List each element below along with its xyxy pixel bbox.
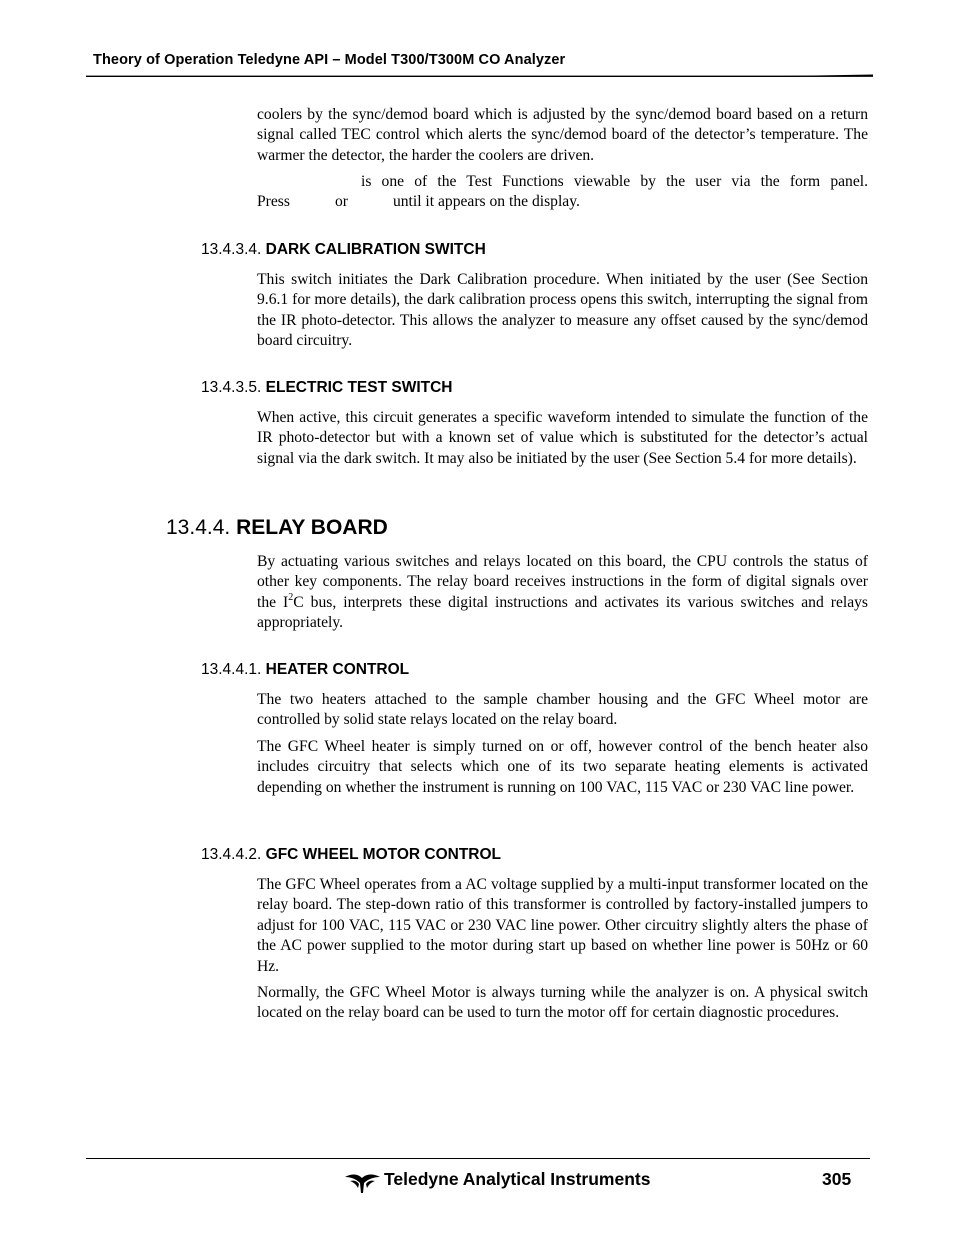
- until-text: until it appears on the display.: [392, 193, 580, 211]
- header-rule: [86, 74, 873, 77]
- paragraph: coolers by the sync/demod board which is adjusted by the sync/demod board based on a return signal called TEC control which alerts the sync/demod board of the detector’s temperature. The warmer the detector, the harder the coolers are driven.: [257, 106, 868, 164]
- electric-test-text: [257, 408, 868, 469]
- section-heading-heater-control: [201, 661, 409, 679]
- section-heading-gfc-wheel-motor-control: [201, 846, 501, 864]
- press-label: Press: [257, 193, 290, 211]
- continuation-text: [257, 105, 868, 166]
- page-number: 305: [822, 1169, 852, 1189]
- paragraph: The two heaters attached to the sample chamber housing and the GFC Wheel motor are controlled by solid state relays located on the relay board.: [257, 691, 868, 729]
- section-number: 13.4.4.: [166, 516, 231, 539]
- section-heading-electric-test-switch: [201, 379, 453, 397]
- heater-control-text-2: [257, 737, 868, 798]
- section-title: DARK CALIBRATION SWITCH: [265, 241, 486, 258]
- section-title: RELAY BOARD: [236, 516, 388, 539]
- section-number: 13.4.3.4.: [201, 241, 262, 258]
- paragraph: The GFC Wheel heater is simply turned on or off, however control of the bench heater also includes circuitry that selects which one of its two separate heating elements is activated depending on whether the instrument is running on 100 VAC, 115 VAC or 230 VAC line power.: [257, 738, 868, 796]
- or-label: or: [334, 193, 348, 211]
- paragraph: [257, 552, 868, 634]
- section-heading-relay-board: [166, 516, 388, 540]
- section-heading-dark-calibration-switch: [201, 241, 486, 259]
- section-number: 13.4.4.1.: [201, 661, 262, 678]
- section-title: HEATER CONTROL: [265, 661, 410, 678]
- paragraph: When active, this circuit generates a specific waveform intended to simulate the function of the IR photo-detector but with a known set of value which is substituted for the detector’s actual signal via the dark switch. It may also be initiated by the user (See Section 5.4 for more details).: [257, 409, 868, 467]
- superscript: 2: [288, 591, 294, 603]
- running-header-title: Theory of Operation Teledyne API – Model T300/T300M CO Analyzer: [93, 52, 566, 68]
- heater-control-text-1: [257, 690, 868, 731]
- gfc-motor-text-1: [257, 875, 868, 977]
- relay-board-text: [257, 552, 868, 634]
- dark-calibration-text: [257, 270, 868, 352]
- section-number: 13.4.3.5.: [201, 379, 262, 396]
- paragraph: The GFC Wheel operates from a AC voltage supplied by a multi-input transformer located on the relay board. The step-down ratio of this transformer is controlled by factory-installed jumpers to adjust for 100 VAC, 115 VAC or 230 VAC line power. Other circuitry slightly alters the phase of the AC power supplied to the motor during start up based on whether line power is 50Hz or 60 Hz.: [257, 876, 868, 975]
- section-title: ELECTRIC TEST SWITCH: [265, 379, 453, 396]
- paragraph-line-2: [257, 192, 868, 212]
- paragraph-line-1: is one of the Test Functions viewable by the user via the form panel.: [361, 173, 868, 190]
- text-part: By actuating various switches and relays located on this board, the CPU controls the status of other key components. The relay board receives instructions in the form of digital signals over the I: [257, 553, 868, 611]
- teledyne-logo-icon: [344, 1172, 381, 1194]
- gfc-motor-text-2: [257, 983, 868, 1024]
- section-number: 13.4.4.2.: [201, 846, 262, 863]
- paragraph: This switch initiates the Dark Calibration procedure. When initiated by the user (See Section 9.6.1 for more details), the dark calibration process opens this switch, interrupting the signal from the IR photo-detector. This allows the analyzer to measure any offset caused by the sync/demod board circuitry.: [257, 271, 868, 350]
- footer-rule: [86, 1158, 870, 1159]
- test-function-paragraph: [257, 172, 868, 213]
- footer-company-name: Teledyne Analytical Instruments: [384, 1169, 651, 1189]
- section-title: GFC WHEEL MOTOR CONTROL: [265, 846, 502, 863]
- text-part: C bus, interprets these digital instructions and activates its various switches and relays appropriately.: [257, 593, 868, 632]
- paragraph: Normally, the GFC Wheel Motor is always turning while the analyzer is on. A physical switch located on the relay board can be used to turn the motor off for certain diagnostic procedures.: [257, 984, 868, 1022]
